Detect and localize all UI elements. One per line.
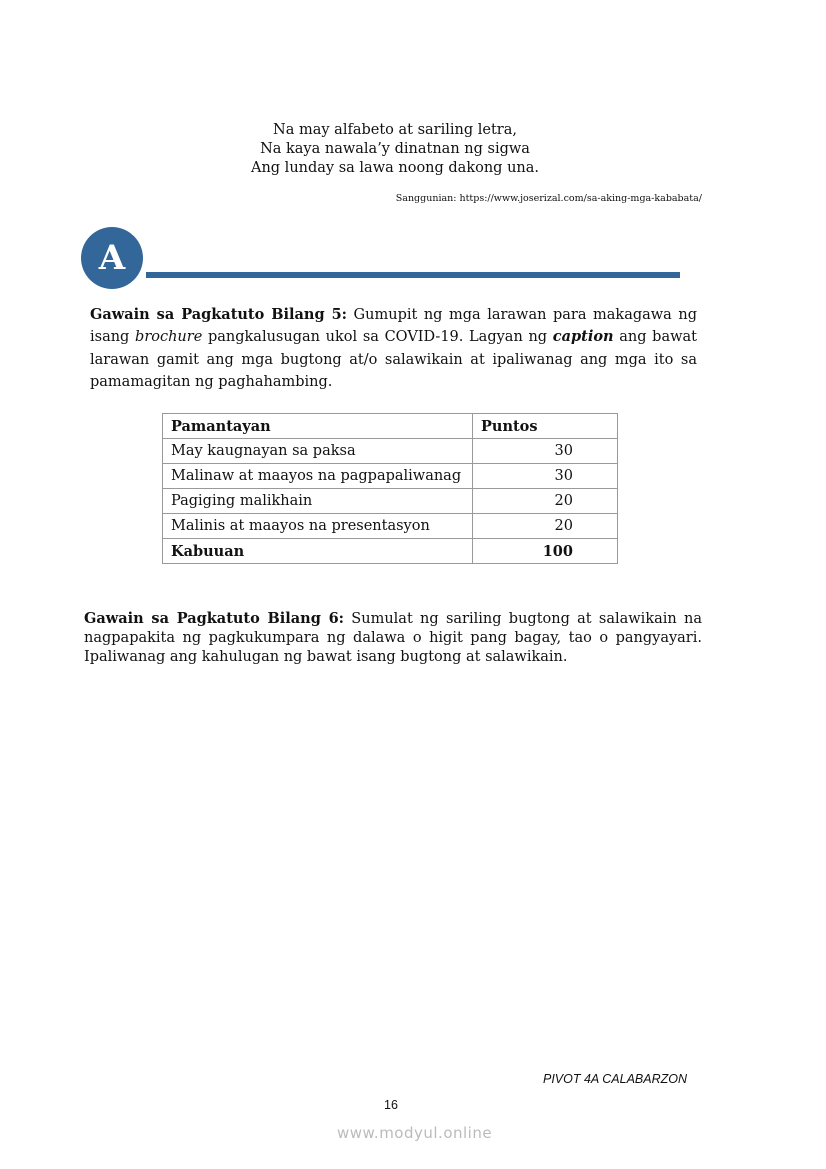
table-row: May kaugnayan sa paksa 30 (163, 439, 618, 464)
watermark: www.modyul.online (337, 1124, 493, 1142)
page-number: 16 (384, 1098, 398, 1112)
rubric-table (162, 413, 618, 564)
section-divider (146, 272, 680, 278)
poem-line: Na kaya nawala’y dinatnan ng sigwa (260, 141, 530, 157)
table-header-row: Pamantayan Puntos (163, 414, 618, 439)
source-citation: Sanggunian: https://www.joserizal.com/sa-aking-mga-kababata/ (395, 193, 702, 204)
poem-line: Ang lunday sa lawa noong dakong una. (250, 160, 540, 176)
table-total-row: Kabuuan 100 (163, 539, 618, 564)
table-row: Malinis at maayos na presentasyon 20 (163, 514, 618, 539)
activity-6-title: Gawain sa Pagkatuto Bilang 6: (84, 610, 345, 627)
activity-5-title: Gawain sa Pagkatuto Bilang 5: (90, 306, 348, 323)
poem-line: Na may alfabeto at sariling letra, (273, 122, 517, 138)
table-row: Malinaw at maayos na pagpapaliwanag 30 (163, 464, 618, 489)
section-badge: A (81, 227, 143, 289)
table-row: Pagiging malikhain 20 (163, 489, 618, 514)
activity-5: Gawain sa Pagkatuto Bilang 5: Gumupit ng mga larawan para makagawa ng isang brochure pangkalusugan ukol sa COVID-19. Lagyan ng caption ang bawat larawan gamit ang mga bugtong at/o salawikain at ipaliwanag ang mga ito sa pamamagitan ng paghahambing. (90, 306, 697, 391)
footer-label: PIVOT 4A CALABARZON (543, 1072, 688, 1086)
activity-6: Gawain sa Pagkatuto Bilang 6: Sumulat ng sariling bugtong at salawikain na nagpapakita ng pagkukumpara ng dalawa o higit pang bagay, tao o pangyayari. Ipaliwanag ang kahulugan ng bawat isang bugtong at salawikain. (84, 610, 702, 665)
poem-excerpt (0, 121, 790, 178)
